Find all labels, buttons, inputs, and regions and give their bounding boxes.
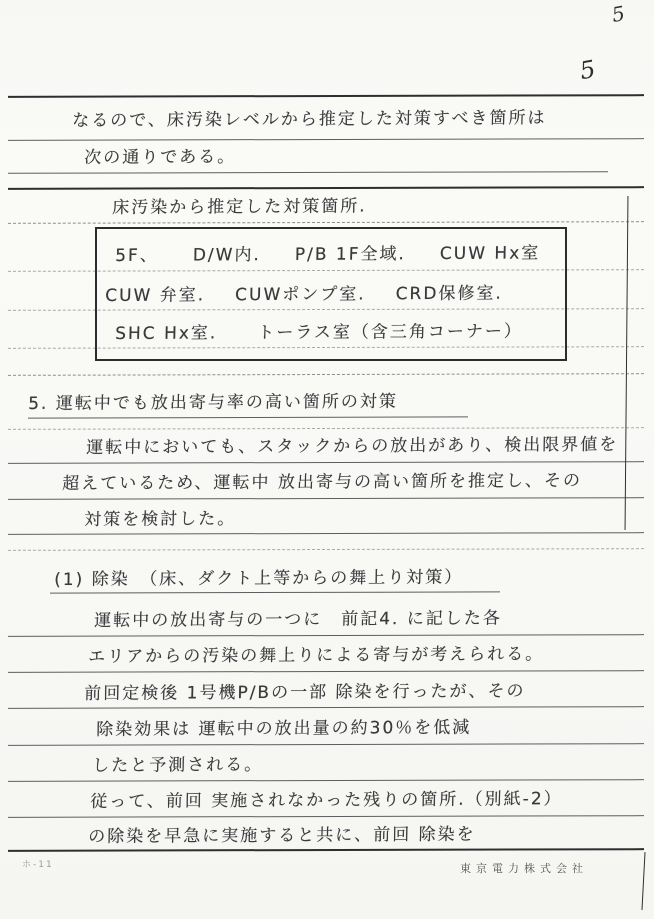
- box-item: 5F、: [115, 245, 160, 266]
- ruled-line: [50, 591, 500, 593]
- ruled-line: [8, 138, 644, 141]
- ruled-line: [8, 670, 644, 673]
- margin-stroke: [641, 852, 645, 910]
- box-item: CUW 弁室.: [105, 285, 206, 306]
- ruled-line: [8, 186, 644, 190]
- ruled-line: [8, 743, 644, 746]
- section5-line: 対策を検討した。: [84, 509, 237, 530]
- ruled-line: [8, 815, 644, 818]
- ruled-line: [8, 221, 644, 224]
- margin-stroke: [625, 196, 629, 530]
- box-item: P/B 1F全域.: [294, 244, 407, 265]
- section5-line: 運転中においても、スタックからの放出があり、検出限界値を: [86, 434, 619, 458]
- subsection1-title: (1) 除染 （床、ダクト上等からの舞上り対策）: [54, 567, 464, 590]
- box-item: CUWポンプ室.: [234, 284, 366, 306]
- section5-line: 超えているため、運転中 放出寄与の高い箇所を推定し、その: [62, 470, 583, 494]
- company-name: 東京電力株式会社: [460, 862, 588, 875]
- form-code: ホ-11: [22, 860, 54, 870]
- box-row-1: [115, 238, 541, 266]
- intro-line-2: 次の通りである。: [84, 147, 237, 168]
- box-item: CUW Hx室: [439, 243, 541, 265]
- ruled-line: [8, 634, 644, 637]
- corner-page-mark: 5: [610, 1, 627, 27]
- ruled-line: [8, 373, 644, 376]
- box-item: トーラス室（含三角コーナー）: [257, 321, 524, 344]
- box-heading: 床汚染から推定した対策箇所.: [112, 196, 367, 218]
- subsection1-line: 運転中の放出寄与の一つに 前記4. に記した各: [94, 608, 503, 631]
- ruled-line: [8, 779, 644, 782]
- box-item: D/W内.: [192, 245, 262, 266]
- page-number: 5: [577, 54, 598, 86]
- subsection1-line: 除染効果は 運転中の放出量の約30％を低減: [96, 717, 472, 740]
- box-item: CRD保修室.: [395, 283, 504, 305]
- box-row-3: [115, 317, 523, 344]
- subsection1-line: 前回定検後 1号機P/Bの一部 除染を行ったが、その: [84, 681, 526, 704]
- ruled-line: [8, 171, 608, 174]
- ruled-line: [8, 548, 644, 551]
- subsection1-line: 従って、前回 実施されなかった残りの箇所.（別紙-2）: [90, 789, 563, 812]
- box-item: SHC Hx室.: [115, 323, 218, 344]
- intro-line-1: なるので、床汚染レベルから推定した対策すべき箇所は: [72, 108, 547, 131]
- ruled-line: [8, 94, 644, 98]
- ruled-line: [28, 416, 468, 418]
- ruled-line: [8, 461, 644, 464]
- subsection1-line: の除染を早急に実施すると共に、前回 除染を: [88, 824, 476, 847]
- ruled-line: [8, 532, 644, 535]
- box-row-2: [105, 279, 503, 306]
- ruled-line: [8, 848, 644, 852]
- ruled-line: [8, 706, 644, 709]
- countermeasure-box: [95, 227, 567, 361]
- subsection1-line: エリアからの汚染の舞上りによる寄与が考えられる。: [88, 644, 545, 667]
- subsection1-line: したと予測される。: [92, 754, 264, 776]
- section5-title: 5. 運転中でも放出寄与率の高い箇所の対策: [28, 391, 399, 414]
- ruled-line: [8, 497, 644, 500]
